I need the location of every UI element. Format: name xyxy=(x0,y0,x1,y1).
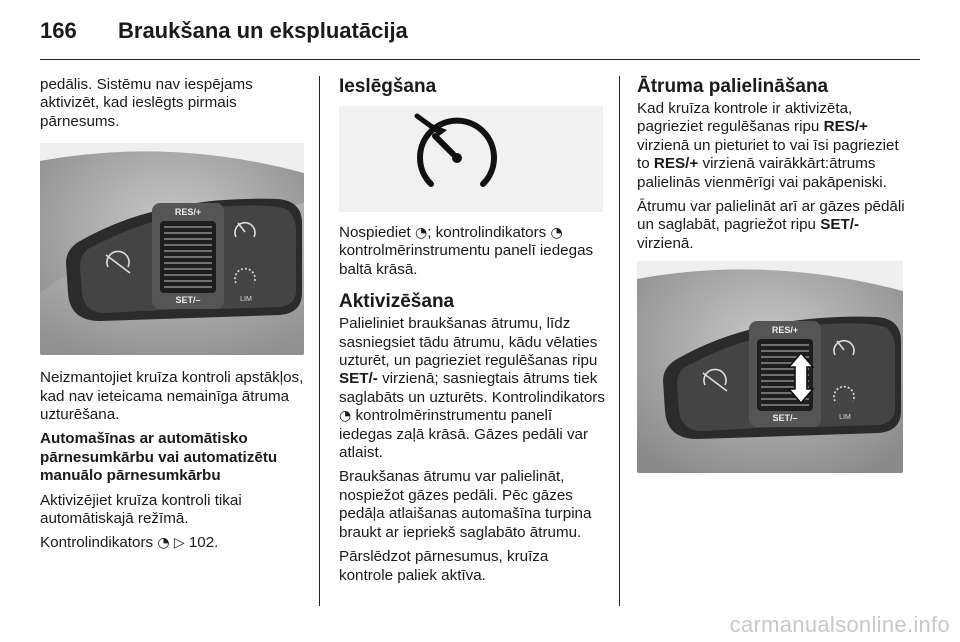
text: Ātrumu var palielināt arī ar gāzes pēdāli un saglabāt, pagriežot ripu xyxy=(637,198,905,234)
lim-label: LIM xyxy=(240,296,252,304)
paragraph: Neizmantojiet kruīza kontroli apstākļos, kad nav ieteicama nemainīga ātruma uzturēšana. xyxy=(40,369,304,424)
column-3 xyxy=(637,76,905,473)
text: virzienā vairākkārt:ātrums palielinās vienmērīgi vai pakāpeniski. xyxy=(637,155,887,191)
paragraph: pedālis. Sistēmu nav iespējams aktivizēt, kad ieslēgts pirmais pārnesums. xyxy=(40,76,253,130)
paragraph xyxy=(40,534,308,552)
text: Kad kruīza kontrole ir aktivizēta, pagrieziet regulēšanas ripu xyxy=(637,100,853,136)
cruise-control-icon: ◔ xyxy=(157,535,170,552)
paragraph: Pārslēdzot pārnesumus, kruīza kontrole paliek aktīva. xyxy=(339,548,549,584)
bold-text: SET/- xyxy=(339,370,378,388)
paragraph: Braukšanas ātrumu var palielināt, nospiežot gāzes pedāli. Pēc gāzes pedāļa atlaišanas automašīna turpina braukt ar iepriekš saglabāto ātrumu. xyxy=(339,468,592,541)
column-2 xyxy=(339,76,605,591)
paragraph xyxy=(339,315,605,462)
cruise-control-icon: ◔ xyxy=(415,225,428,241)
column-divider xyxy=(619,76,620,606)
text: Nospiediet xyxy=(339,224,411,241)
column-1 xyxy=(40,76,308,559)
text: kontrolmērinstrumentu panelī iedegas baltā krāsā. xyxy=(339,242,594,278)
subheading: Automašīnas ar automātisko pārnesumkārbu vai automatizētu manuālo pārnesumkārbu xyxy=(40,430,278,485)
paragraph xyxy=(637,198,905,253)
bold-text: RES/+ xyxy=(653,155,699,173)
steering-wheel-buttons-photo xyxy=(40,143,304,355)
steering-wheel-buttons-photo xyxy=(637,261,903,473)
column-divider xyxy=(319,76,320,606)
text: virzienā. xyxy=(637,234,694,252)
section-heading: Ieslēgšana xyxy=(339,76,437,97)
text: virzienā; sasniegtais ātrums tiek saglabāts un uzturēts. Kontrolindikators xyxy=(339,370,605,406)
text: virzienā un pieturiet to vai īsi pagrieziet to xyxy=(637,136,899,173)
res-label: RES/+ xyxy=(771,325,799,336)
paragraph xyxy=(637,100,905,192)
cruise-control-icon: ◔ xyxy=(339,408,352,425)
bold-text: SET/- xyxy=(820,216,860,234)
text: kontrolmērinstrumentu panelī iedegas zaļā krāsā. Gāzes pedāli var atlaist. xyxy=(339,407,589,462)
paragraph xyxy=(339,224,605,279)
page-header xyxy=(40,18,920,48)
section-heading: Ātruma palielināšana xyxy=(637,76,829,97)
cruise-control-icon: ◔ xyxy=(550,225,563,241)
section-heading: Aktivizēšana xyxy=(339,291,455,313)
bold-text: RES/+ xyxy=(823,118,868,136)
running-title: Braukšana un ekspluatācija xyxy=(118,18,408,43)
text: Palieliniet braukšanas ātrumu, līdz sasniegsiet tādu ātrumu, kādu vēlaties uzturēt, un pagrieziet regulēšanas ripu xyxy=(339,315,598,370)
page-reference-arrow-icon: ▷ xyxy=(173,535,185,552)
set-label: SET/– xyxy=(175,295,201,306)
res-label: RES/+ xyxy=(174,207,202,218)
page-reference: 102. xyxy=(188,534,219,552)
header-rule xyxy=(40,59,920,60)
watermark: carmanualsonline.info xyxy=(729,612,950,637)
page-number: 166 xyxy=(40,18,77,43)
text: ; kontrolindikators xyxy=(427,224,547,241)
set-label: SET/– xyxy=(772,413,798,424)
lim-label: LIM xyxy=(839,414,851,422)
cruise-control-icon xyxy=(339,106,603,212)
paragraph: Aktivizējiet kruīza kontroli tikai automātiskajā režīmā. xyxy=(40,491,242,528)
text: Kontrolindikators xyxy=(40,534,154,552)
